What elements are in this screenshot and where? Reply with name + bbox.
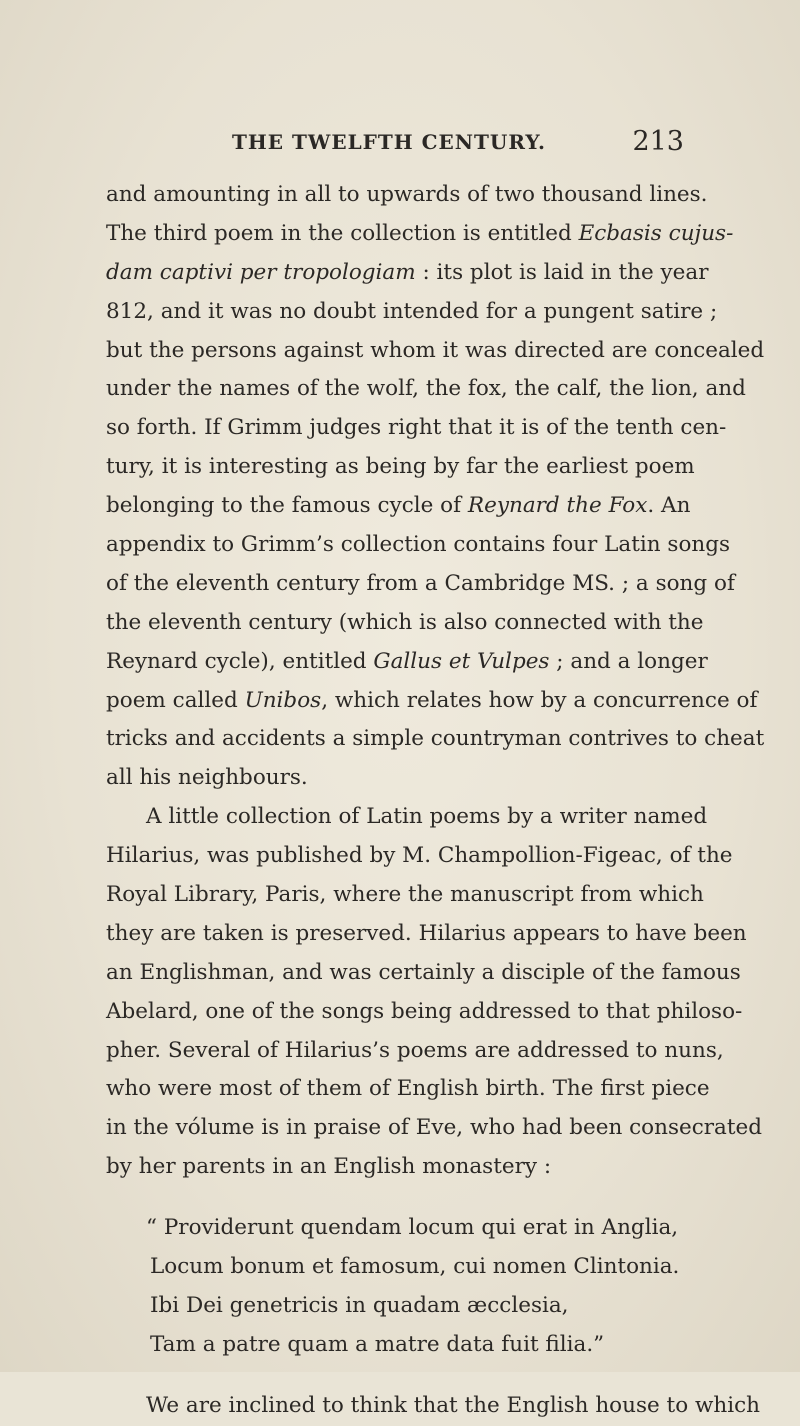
text-line: in the vólume is in praise of Eve, who had been consecrated [106, 1115, 762, 1141]
text-line: 812, and it was no doubt intended for a pungent satire ; [106, 298, 718, 324]
quote-line: Locum bonum et famosum, cui nomen Clintonia. [150, 1254, 680, 1280]
page-text [106, 176, 765, 1426]
text-line: who were most of them of English birth. The first piece [106, 1076, 710, 1102]
running-head: THE TWELFTH CENTURY. [232, 130, 547, 154]
text-line: Hilarius, was published by M. Champollion-Figeac, of the [106, 843, 733, 869]
text-line: We are inclined to think that the English house to which [146, 1392, 760, 1418]
text-line: A little collection of Latin poems by a writer named [146, 804, 708, 830]
text-line: The third poem in the collection is entitled Ecbasis cujus- [106, 220, 734, 246]
quote-line: Ibi Dei genetricis in quadam æcclesia, [150, 1292, 569, 1318]
text-line: the eleventh century (which is also connected with the [106, 609, 704, 635]
spacer [106, 1187, 686, 1209]
text-line: Abelard, one of the songs being addressed to that philoso- [106, 998, 743, 1024]
text-line: of the eleventh century from a Cambridge MS. ; a song of [106, 570, 735, 596]
text-line: but the persons against whom it was directed are concealed [106, 337, 765, 363]
text-line: appendix to Grimm’s collection contains four Latin songs [106, 532, 731, 558]
text-line: Reynard cycle), entitled Gallus et Vulpes ; and a longer [106, 648, 708, 674]
text-line: pher. Several of Hilarius’s poems are addressed to nuns, [106, 1037, 724, 1063]
text-line: dam captivi per tropologiam : its plot is laid in the year [106, 259, 709, 285]
text-line: Royal Library, Paris, where the manuscript from which [106, 882, 704, 908]
text-line: belonging to the famous cycle of Reynard the Fox. An [106, 493, 691, 519]
text-line: under the names of the wolf, the fox, the calf, the lion, and [106, 376, 746, 402]
text-line: and amounting in all to upwards of two thousand lines. [106, 182, 708, 207]
quote-line: “ Providerunt quendam locum qui erat in Anglia, [146, 1215, 679, 1241]
text-line: tricks and accidents a simple countryman contrives to cheat [106, 726, 765, 752]
text-line: they are taken is preserved. Hilarius appears to have been [106, 920, 747, 946]
quote-line: Tam a patre quam a matre data fuit filia.” [150, 1331, 605, 1357]
text-line: poem called Unibos, which relates how by a concurrence of [106, 687, 758, 713]
spacer [106, 1365, 686, 1387]
text-line: tury, it is interesting as being by far the earliest poem [106, 454, 695, 480]
text-line: an Englishman, and was certainly a disciple of the famous [106, 959, 741, 985]
text-line: all his neighbours. [106, 765, 308, 791]
page-header [232, 126, 684, 166]
text-line: so forth. If Grimm judges right that it is of the tenth cen- [106, 415, 727, 441]
page-number: 213 [632, 126, 684, 157]
text-line: by her parents in an English monastery : [106, 1154, 552, 1180]
